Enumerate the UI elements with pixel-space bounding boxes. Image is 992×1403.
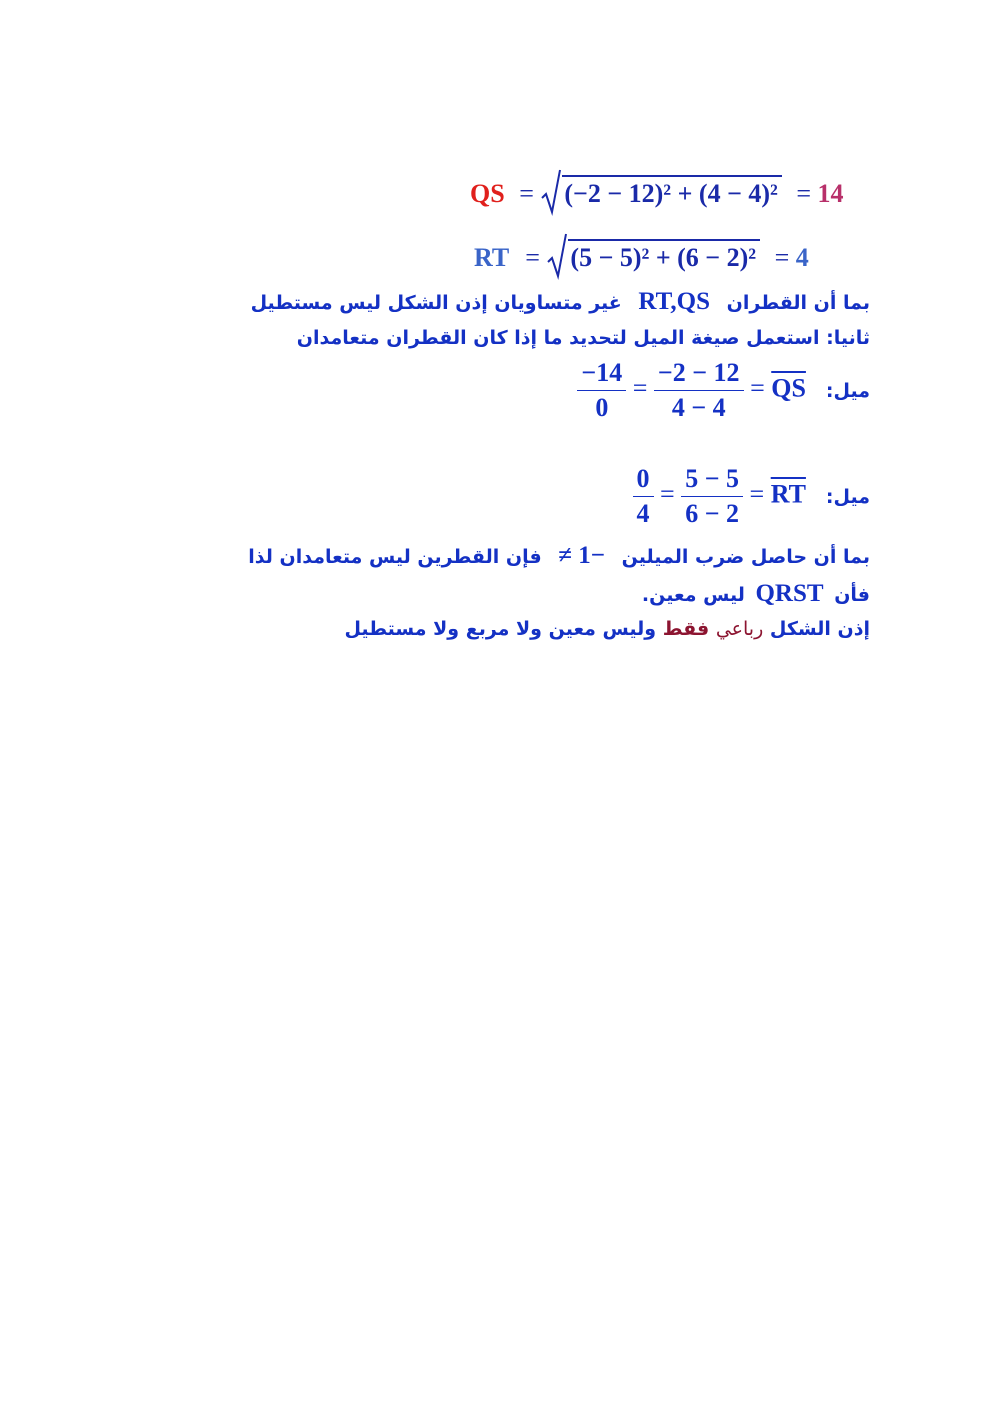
qs-equals-1: =	[519, 179, 534, 208]
conclusion-not-rhombus	[642, 580, 870, 608]
line6-end: ليس معين.	[641, 584, 745, 606]
conclusion-not-perpendicular	[248, 542, 870, 570]
line1-start: بما أن القطران	[726, 292, 870, 314]
slope-qs-label: $\overline{QS}$	[771, 373, 806, 403]
radical-sign-icon	[546, 232, 568, 280]
line6-shape: QRST	[755, 580, 824, 607]
slope-rt-row	[633, 462, 870, 531]
qs-distance-equation	[470, 168, 844, 216]
qs-radicand: (−2 − 12)² + (4 − 4)²	[562, 175, 781, 208]
rt-radical	[546, 232, 760, 280]
line5-start: بما أن حاصل ضرب الميلين	[621, 546, 870, 568]
slope-qs-num-1: −2 − 12	[654, 356, 744, 391]
slope-qs-equals-2: =	[632, 373, 648, 403]
slope-rt-num-1: 5 − 5	[681, 462, 743, 497]
line1-diagonals: RT,QS	[638, 288, 711, 315]
rt-equals-1: =	[525, 243, 540, 272]
slope-qs-den-2: 0	[595, 393, 609, 422]
slope-qs-caption: ميل:	[825, 379, 870, 402]
slope-qs-equals-1: =	[750, 373, 765, 403]
line7-start: إذن الشكل	[769, 618, 870, 640]
slope-rt-fraction-1	[681, 462, 743, 531]
rt-label: RT	[474, 243, 509, 272]
qs-label: QS	[470, 179, 505, 208]
qs-result: 14	[817, 179, 844, 208]
line2-text: ثانيا: استعمل صيغة الميل لتحديد ما إذا كان القطران متعامدان	[296, 327, 870, 349]
slope-qs-num-2: −14	[577, 356, 626, 391]
line5-end: فإن القطرين ليس متعامدان لذا	[248, 546, 542, 568]
rt-result: 4	[795, 243, 809, 272]
slope-rt-den-2: 4	[636, 499, 650, 528]
line1-end: غير متساويان إذن الشكل ليس مستطيل	[250, 292, 622, 314]
line7-only: فقط	[662, 618, 710, 640]
slope-qs-row	[577, 356, 870, 425]
slope-rt-equals-2: =	[660, 479, 675, 509]
slope-rt-math	[633, 462, 806, 531]
slope-qs-fraction-1	[654, 356, 744, 425]
slope-rt-den-1: 6 − 2	[685, 499, 740, 528]
conclusion-not-rectangle	[251, 288, 870, 316]
slope-rt-fraction-2	[633, 462, 654, 531]
line7-quadrilateral: رباعي	[715, 618, 764, 640]
radical-sign-icon	[540, 168, 562, 216]
line6-start: فأن	[834, 584, 870, 606]
slope-rt-num-2: 0	[633, 462, 654, 497]
qs-equals-2: =	[796, 179, 812, 208]
qs-radical	[540, 168, 781, 216]
slope-qs-math	[577, 356, 806, 425]
slope-rt-label: $\overline{RT}$	[770, 479, 806, 509]
step-two-instruction	[297, 327, 870, 349]
slope-qs-fraction-2	[577, 356, 626, 425]
rt-equals-2: =	[774, 243, 790, 272]
slope-qs-den-1: 4 − 4	[671, 393, 726, 422]
rt-distance-equation	[474, 232, 809, 280]
line5-product: ≠ 1−	[558, 542, 605, 569]
line7-end: وليس معين ولا مربع ولا مستطيل	[344, 618, 657, 640]
final-conclusion	[344, 618, 870, 640]
slope-rt-equals-1: =	[749, 479, 765, 509]
slope-rt-caption: ميل:	[825, 485, 870, 508]
rt-radicand: (5 − 5)² + (6 − 2)²	[568, 239, 760, 272]
